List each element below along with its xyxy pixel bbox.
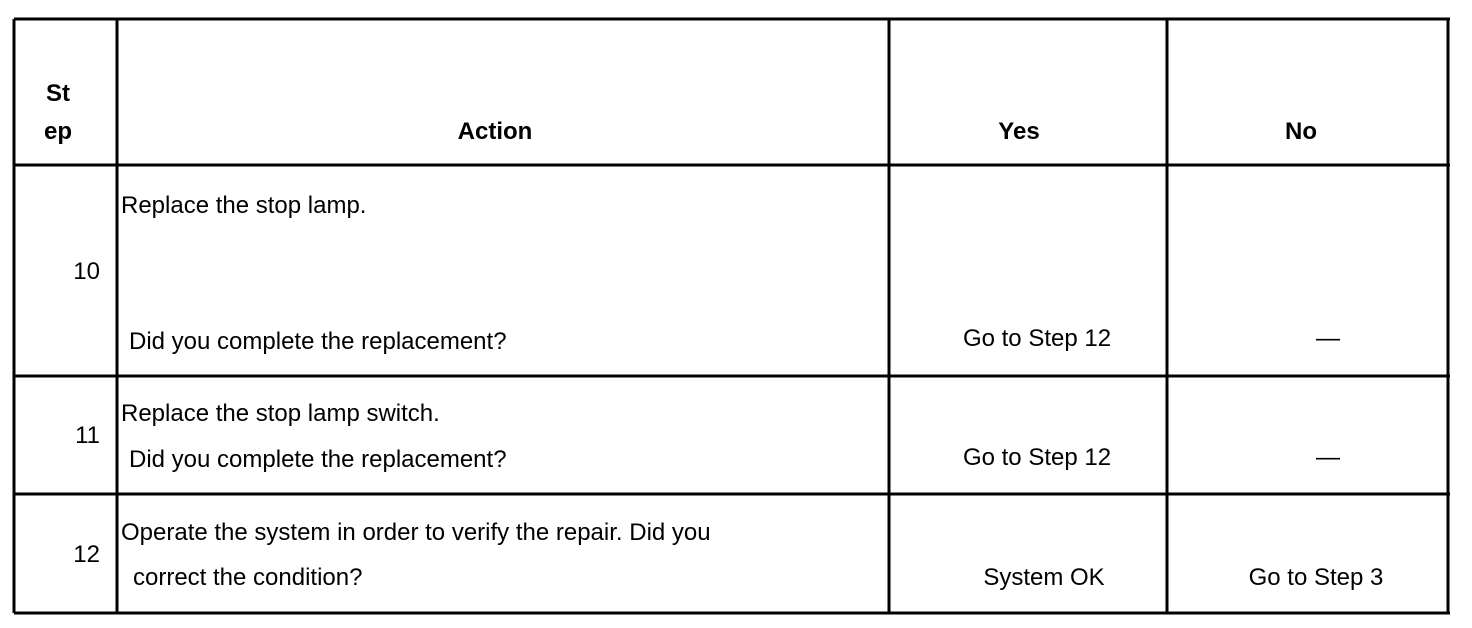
no-result: — [1316, 325, 1340, 352]
step-number: 12 [73, 541, 100, 568]
no-result: Go to Step 3 [1248, 564, 1384, 591]
action-instruction: Operate the system in order to verify the repair. Did you [121, 519, 711, 546]
header-step-line1: St [46, 80, 70, 107]
step-number: 10 [73, 258, 100, 285]
header-no: No [1285, 118, 1317, 145]
action-question: correct the condition? [133, 564, 363, 591]
action-instruction: Replace the stop lamp switch. [121, 400, 440, 427]
yes-result: Go to Step 12 [962, 325, 1112, 352]
yes-result: System OK [983, 564, 1105, 591]
no-result: — [1316, 444, 1340, 471]
step-number: 11 [75, 422, 100, 449]
header-action: Action [457, 118, 533, 145]
header-yes: Yes [998, 118, 1040, 145]
action-instruction: Replace the stop lamp. [121, 192, 367, 219]
yes-result: Go to Step 12 [962, 444, 1112, 471]
action-question: Did you complete the replacement? [129, 328, 507, 355]
action-question: Did you complete the replacement? [129, 446, 507, 473]
header-step-line2: ep [43, 118, 73, 145]
